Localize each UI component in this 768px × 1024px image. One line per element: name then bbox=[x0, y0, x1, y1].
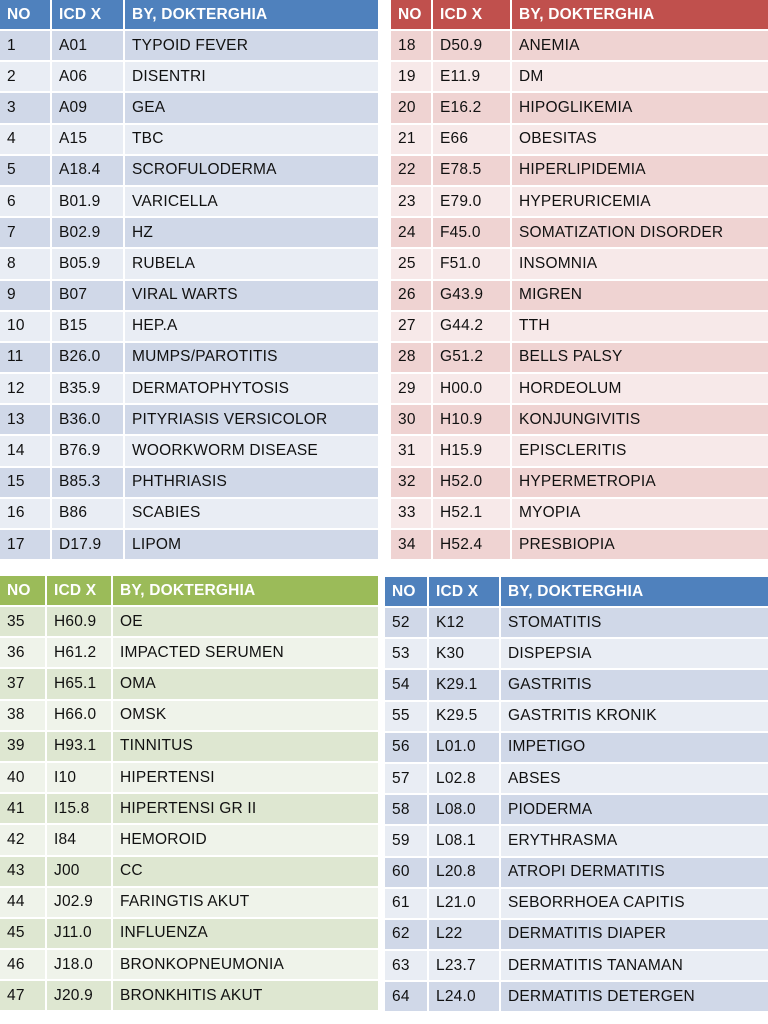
cell-no: 45 bbox=[0, 918, 46, 949]
table-row bbox=[0, 762, 378, 793]
table-row bbox=[0, 949, 378, 980]
cell-icd-code: D17.9 bbox=[51, 529, 124, 560]
cell-diagnosis: VIRAL WARTS bbox=[124, 280, 378, 311]
table-row bbox=[385, 763, 768, 794]
cell-diagnosis: HEP.A bbox=[124, 311, 378, 342]
table-row bbox=[0, 186, 378, 217]
cell-icd-code: K30 bbox=[428, 638, 500, 669]
cell-no: 8 bbox=[0, 248, 51, 279]
table-row bbox=[0, 373, 378, 404]
cell-no: 12 bbox=[0, 373, 51, 404]
cell-diagnosis: OE bbox=[112, 606, 378, 637]
cell-icd-code: H93.1 bbox=[46, 731, 112, 762]
cell-icd-code: B35.9 bbox=[51, 373, 124, 404]
cell-no: 34 bbox=[391, 529, 432, 560]
cell-diagnosis: HIPOGLIKEMIA bbox=[511, 92, 768, 123]
cell-diagnosis: DM bbox=[511, 61, 768, 92]
table-row bbox=[385, 701, 768, 732]
cell-icd-code: B07 bbox=[51, 280, 124, 311]
cell-diagnosis: HZ bbox=[124, 217, 378, 248]
cell-no: 64 bbox=[385, 981, 428, 1012]
cell-icd-code: H61.2 bbox=[46, 637, 112, 668]
header-icd-code: ICD X bbox=[46, 576, 112, 606]
cell-diagnosis: HIPERTENSI GR II bbox=[112, 793, 378, 824]
cell-icd-code: H60.9 bbox=[46, 606, 112, 637]
cell-icd-code: J20.9 bbox=[46, 980, 112, 1011]
cell-icd-code: I84 bbox=[46, 824, 112, 855]
cell-no: 14 bbox=[0, 435, 51, 466]
cell-icd-code: A09 bbox=[51, 92, 124, 123]
cell-no: 21 bbox=[391, 124, 432, 155]
cell-diagnosis: HIPERTENSI bbox=[112, 762, 378, 793]
header-no: NO bbox=[0, 576, 46, 606]
table-row bbox=[385, 950, 768, 981]
table-row bbox=[385, 919, 768, 950]
cell-no: 44 bbox=[0, 887, 46, 918]
table-row bbox=[0, 61, 378, 92]
cell-diagnosis: TTH bbox=[511, 311, 768, 342]
table-row bbox=[385, 825, 768, 856]
table-header-row bbox=[385, 577, 768, 607]
table-row bbox=[391, 92, 768, 123]
header-diagnosis: BY, DOKTERGHIA bbox=[112, 576, 378, 606]
cell-icd-code: J11.0 bbox=[46, 918, 112, 949]
cell-no: 9 bbox=[0, 280, 51, 311]
cell-diagnosis: FARINGTIS AKUT bbox=[112, 887, 378, 918]
cell-icd-code: L08.1 bbox=[428, 825, 500, 856]
table-row bbox=[0, 124, 378, 155]
cell-icd-code: H10.9 bbox=[432, 404, 511, 435]
cell-icd-code: G44.2 bbox=[432, 311, 511, 342]
cell-icd-code: L02.8 bbox=[428, 763, 500, 794]
cell-icd-code: E78.5 bbox=[432, 155, 511, 186]
cell-icd-code: E16.2 bbox=[432, 92, 511, 123]
cell-no: 61 bbox=[385, 888, 428, 919]
cell-icd-code: G43.9 bbox=[432, 280, 511, 311]
cell-diagnosis: OMSK bbox=[112, 700, 378, 731]
table-row bbox=[391, 248, 768, 279]
cell-icd-code: K29.1 bbox=[428, 669, 500, 700]
cell-icd-code: L24.0 bbox=[428, 981, 500, 1012]
cell-diagnosis: SCABIES bbox=[124, 498, 378, 529]
cell-diagnosis: ATROPI DERMATITIS bbox=[500, 857, 768, 888]
header-icd-code: ICD X bbox=[432, 0, 511, 30]
table-row bbox=[0, 856, 378, 887]
cell-no: 37 bbox=[0, 668, 46, 699]
cell-icd-code: E66 bbox=[432, 124, 511, 155]
icd-table-2 bbox=[391, 0, 768, 561]
table-row bbox=[391, 467, 768, 498]
table-row bbox=[391, 30, 768, 61]
cell-icd-code: F51.0 bbox=[432, 248, 511, 279]
cell-diagnosis: SCROFULODERMA bbox=[124, 155, 378, 186]
cell-diagnosis: PHTHRIASIS bbox=[124, 467, 378, 498]
cell-icd-code: D50.9 bbox=[432, 30, 511, 61]
cell-no: 7 bbox=[0, 217, 51, 248]
cell-diagnosis: OMA bbox=[112, 668, 378, 699]
cell-no: 11 bbox=[0, 342, 51, 373]
cell-no: 16 bbox=[0, 498, 51, 529]
cell-no: 13 bbox=[0, 404, 51, 435]
cell-diagnosis: TBC bbox=[124, 124, 378, 155]
cell-icd-code: I10 bbox=[46, 762, 112, 793]
cell-icd-code: H15.9 bbox=[432, 435, 511, 466]
cell-no: 39 bbox=[0, 731, 46, 762]
header-no: NO bbox=[0, 0, 51, 30]
header-diagnosis: BY, DOKTERGHIA bbox=[124, 0, 378, 30]
table-row bbox=[391, 124, 768, 155]
cell-icd-code: J02.9 bbox=[46, 887, 112, 918]
cell-icd-code: A06 bbox=[51, 61, 124, 92]
table-row bbox=[385, 857, 768, 888]
cell-no: 52 bbox=[385, 607, 428, 638]
cell-no: 53 bbox=[385, 638, 428, 669]
cell-icd-code: B01.9 bbox=[51, 186, 124, 217]
cell-icd-code: L22 bbox=[428, 919, 500, 950]
cell-icd-code: L20.8 bbox=[428, 857, 500, 888]
cell-icd-code: L08.0 bbox=[428, 794, 500, 825]
cell-diagnosis: PIODERMA bbox=[500, 794, 768, 825]
cell-diagnosis: STOMATITIS bbox=[500, 607, 768, 638]
cell-diagnosis: CC bbox=[112, 856, 378, 887]
cell-no: 26 bbox=[391, 280, 432, 311]
cell-icd-code: L01.0 bbox=[428, 732, 500, 763]
cell-diagnosis: KONJUNGIVITIS bbox=[511, 404, 768, 435]
cell-icd-code: B36.0 bbox=[51, 404, 124, 435]
cell-icd-code: H00.0 bbox=[432, 373, 511, 404]
cell-no: 35 bbox=[0, 606, 46, 637]
table-row bbox=[0, 498, 378, 529]
cell-no: 3 bbox=[0, 92, 51, 123]
cell-no: 17 bbox=[0, 529, 51, 560]
cell-no: 38 bbox=[0, 700, 46, 731]
cell-diagnosis: DERMATOPHYTOSIS bbox=[124, 373, 378, 404]
cell-diagnosis: IMPACTED SERUMEN bbox=[112, 637, 378, 668]
table-row bbox=[0, 668, 378, 699]
cell-diagnosis: TYPOID FEVER bbox=[124, 30, 378, 61]
cell-diagnosis: LIPOM bbox=[124, 529, 378, 560]
cell-diagnosis: ABSES bbox=[500, 763, 768, 794]
table-header-row bbox=[0, 0, 378, 30]
cell-no: 6 bbox=[0, 186, 51, 217]
cell-no: 62 bbox=[385, 919, 428, 950]
cell-no: 55 bbox=[385, 701, 428, 732]
cell-icd-code: H52.4 bbox=[432, 529, 511, 560]
cell-no: 23 bbox=[391, 186, 432, 217]
table-row bbox=[0, 342, 378, 373]
cell-no: 30 bbox=[391, 404, 432, 435]
cell-diagnosis: DERMATITIS DETERGEN bbox=[500, 981, 768, 1012]
cell-no: 4 bbox=[0, 124, 51, 155]
cell-no: 22 bbox=[391, 155, 432, 186]
cell-diagnosis: GASTRITIS bbox=[500, 669, 768, 700]
table-row bbox=[391, 311, 768, 342]
cell-no: 27 bbox=[391, 311, 432, 342]
table-row bbox=[0, 30, 378, 61]
table-row bbox=[0, 248, 378, 279]
cell-no: 32 bbox=[391, 467, 432, 498]
table-row bbox=[391, 61, 768, 92]
cell-icd-code: E11.9 bbox=[432, 61, 511, 92]
table-row bbox=[0, 700, 378, 731]
cell-no: 28 bbox=[391, 342, 432, 373]
cell-no: 19 bbox=[391, 61, 432, 92]
cell-no: 24 bbox=[391, 217, 432, 248]
cell-diagnosis: OBESITAS bbox=[511, 124, 768, 155]
cell-icd-code: B76.9 bbox=[51, 435, 124, 466]
table-row bbox=[0, 793, 378, 824]
table-row bbox=[0, 467, 378, 498]
table-row bbox=[0, 887, 378, 918]
cell-diagnosis: VARICELLA bbox=[124, 186, 378, 217]
table-row bbox=[391, 342, 768, 373]
cell-icd-code: F45.0 bbox=[432, 217, 511, 248]
table-row bbox=[0, 529, 378, 560]
cell-icd-code: K29.5 bbox=[428, 701, 500, 732]
table-row bbox=[391, 155, 768, 186]
cell-no: 58 bbox=[385, 794, 428, 825]
cell-no: 29 bbox=[391, 373, 432, 404]
table-row bbox=[391, 186, 768, 217]
table-row bbox=[385, 607, 768, 638]
cell-no: 56 bbox=[385, 732, 428, 763]
cell-no: 43 bbox=[0, 856, 46, 887]
cell-diagnosis: HIPERLIPIDEMIA bbox=[511, 155, 768, 186]
cell-diagnosis: PITYRIASIS VERSICOLOR bbox=[124, 404, 378, 435]
cell-no: 18 bbox=[391, 30, 432, 61]
table-row bbox=[385, 981, 768, 1012]
cell-no: 1 bbox=[0, 30, 51, 61]
table-row bbox=[0, 731, 378, 762]
table-row bbox=[0, 824, 378, 855]
cell-no: 41 bbox=[0, 793, 46, 824]
cell-diagnosis: HORDEOLUM bbox=[511, 373, 768, 404]
cell-icd-code: E79.0 bbox=[432, 186, 511, 217]
header-no: NO bbox=[391, 0, 432, 30]
cell-diagnosis: EPISCLERITIS bbox=[511, 435, 768, 466]
cell-no: 5 bbox=[0, 155, 51, 186]
cell-diagnosis: SOMATIZATION DISORDER bbox=[511, 217, 768, 248]
cell-diagnosis: HYPERURICEMIA bbox=[511, 186, 768, 217]
cell-no: 54 bbox=[385, 669, 428, 700]
header-icd-code: ICD X bbox=[51, 0, 124, 30]
cell-icd-code: B86 bbox=[51, 498, 124, 529]
table-row bbox=[391, 280, 768, 311]
table-row bbox=[391, 217, 768, 248]
cell-icd-code: B26.0 bbox=[51, 342, 124, 373]
cell-diagnosis: SEBORRHOEA CAPITIS bbox=[500, 888, 768, 919]
table-row bbox=[0, 311, 378, 342]
icd-table-3 bbox=[0, 576, 378, 1012]
cell-diagnosis: MUMPS/PAROTITIS bbox=[124, 342, 378, 373]
cell-diagnosis: GASTRITIS KRONIK bbox=[500, 701, 768, 732]
cell-diagnosis: DERMATITIS TANAMAN bbox=[500, 950, 768, 981]
cell-no: 59 bbox=[385, 825, 428, 856]
table-row bbox=[0, 435, 378, 466]
cell-diagnosis: MIGREN bbox=[511, 280, 768, 311]
cell-diagnosis: ERYTHRASMA bbox=[500, 825, 768, 856]
cell-no: 20 bbox=[391, 92, 432, 123]
cell-diagnosis: HYPERMETROPIA bbox=[511, 467, 768, 498]
header-no: NO bbox=[385, 577, 428, 607]
cell-icd-code: H65.1 bbox=[46, 668, 112, 699]
cell-icd-code: H52.0 bbox=[432, 467, 511, 498]
cell-no: 57 bbox=[385, 763, 428, 794]
cell-diagnosis: GEA bbox=[124, 92, 378, 123]
cell-diagnosis: INSOMNIA bbox=[511, 248, 768, 279]
table-row bbox=[0, 280, 378, 311]
table-row bbox=[385, 888, 768, 919]
cell-diagnosis: PRESBIOPIA bbox=[511, 529, 768, 560]
cell-no: 33 bbox=[391, 498, 432, 529]
cell-icd-code: B05.9 bbox=[51, 248, 124, 279]
table-row bbox=[391, 373, 768, 404]
table-row bbox=[0, 217, 378, 248]
table-row bbox=[385, 794, 768, 825]
cell-no: 2 bbox=[0, 61, 51, 92]
cell-diagnosis: DISPEPSIA bbox=[500, 638, 768, 669]
table-row bbox=[0, 980, 378, 1011]
cell-no: 63 bbox=[385, 950, 428, 981]
cell-no: 36 bbox=[0, 637, 46, 668]
cell-no: 42 bbox=[0, 824, 46, 855]
cell-icd-code: L23.7 bbox=[428, 950, 500, 981]
cell-icd-code: B15 bbox=[51, 311, 124, 342]
cell-diagnosis: RUBELA bbox=[124, 248, 378, 279]
cell-no: 46 bbox=[0, 949, 46, 980]
table-row bbox=[0, 92, 378, 123]
header-diagnosis: BY, DOKTERGHIA bbox=[511, 0, 768, 30]
table-row bbox=[385, 669, 768, 700]
cell-diagnosis: INFLUENZA bbox=[112, 918, 378, 949]
cell-diagnosis: DERMATITIS DIAPER bbox=[500, 919, 768, 950]
cell-diagnosis: ANEMIA bbox=[511, 30, 768, 61]
cell-no: 60 bbox=[385, 857, 428, 888]
header-icd-code: ICD X bbox=[428, 577, 500, 607]
table-header-row bbox=[391, 0, 768, 30]
cell-no: 10 bbox=[0, 311, 51, 342]
cell-icd-code: A01 bbox=[51, 30, 124, 61]
table-row bbox=[0, 155, 378, 186]
cell-no: 31 bbox=[391, 435, 432, 466]
cell-diagnosis: IMPETIGO bbox=[500, 732, 768, 763]
cell-icd-code: H66.0 bbox=[46, 700, 112, 731]
cell-icd-code: H52.1 bbox=[432, 498, 511, 529]
table-row bbox=[391, 529, 768, 560]
cell-diagnosis: BELLS PALSY bbox=[511, 342, 768, 373]
table-row bbox=[391, 435, 768, 466]
cell-diagnosis: BRONKOPNEUMONIA bbox=[112, 949, 378, 980]
cell-no: 15 bbox=[0, 467, 51, 498]
cell-icd-code: K12 bbox=[428, 607, 500, 638]
cell-icd-code: A18.4 bbox=[51, 155, 124, 186]
cell-icd-code: J00 bbox=[46, 856, 112, 887]
table-header-row bbox=[0, 576, 378, 606]
cell-diagnosis: TINNITUS bbox=[112, 731, 378, 762]
table-row bbox=[385, 732, 768, 763]
table-row bbox=[385, 638, 768, 669]
cell-diagnosis: BRONKHITIS AKUT bbox=[112, 980, 378, 1011]
cell-no: 25 bbox=[391, 248, 432, 279]
cell-icd-code: G51.2 bbox=[432, 342, 511, 373]
table-row bbox=[0, 918, 378, 949]
cell-icd-code: J18.0 bbox=[46, 949, 112, 980]
cell-no: 40 bbox=[0, 762, 46, 793]
table-row bbox=[0, 404, 378, 435]
cell-icd-code: L21.0 bbox=[428, 888, 500, 919]
table-row bbox=[391, 498, 768, 529]
header-diagnosis: BY, DOKTERGHIA bbox=[500, 577, 768, 607]
cell-icd-code: I15.8 bbox=[46, 793, 112, 824]
icd-table-4 bbox=[385, 577, 768, 1013]
table-row bbox=[0, 637, 378, 668]
cell-no: 47 bbox=[0, 980, 46, 1011]
cell-diagnosis: HEMOROID bbox=[112, 824, 378, 855]
cell-diagnosis: MYOPIA bbox=[511, 498, 768, 529]
table-row bbox=[0, 606, 378, 637]
cell-diagnosis: WOORKWORM DISEASE bbox=[124, 435, 378, 466]
cell-diagnosis: DISENTRI bbox=[124, 61, 378, 92]
cell-icd-code: B85.3 bbox=[51, 467, 124, 498]
cell-icd-code: B02.9 bbox=[51, 217, 124, 248]
table-row bbox=[391, 404, 768, 435]
icd-table-1 bbox=[0, 0, 378, 561]
cell-icd-code: A15 bbox=[51, 124, 124, 155]
